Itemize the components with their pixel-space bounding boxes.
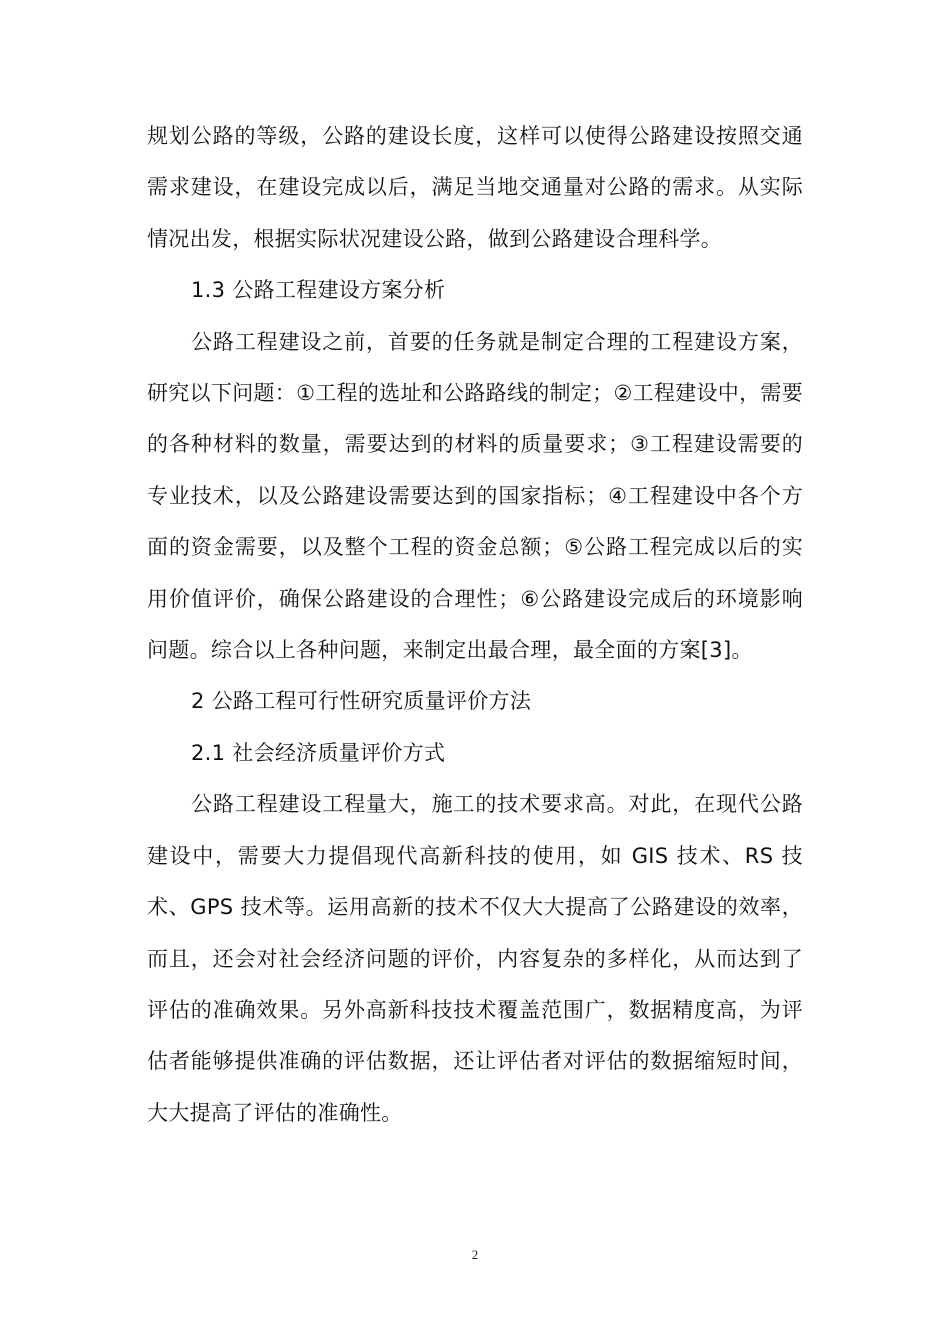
- body-paragraph-construction-plan: 公路工程建设之前，首要的任务就是制定合理的工程建设方案，研究以下问题：①工程的选址和公路路线的制定；②工程建设中，需要的各种材料的数量，需要达到的材料的质量要求；③工程建设需要的专业技术，以及公路建设需要达到的国家指标；④工程建设中各个方面的资金需要，以及整个工程的资金总额；⑤公路工程完成以后的实用价值评价，确保公路建设的合理性；⑥公路建设完成后的环境影响问题。综合以上各种问题，来制定出最合理，最全面的方案[3]。: [147, 329, 803, 663]
- body-paragraph-planning: 规划公路的等级，公路的建设长度，这样可以使得公路建设按照交通需求建设，在建设完成以后，满足当地交通量对公路的需求。从实际情况出发，根据实际状况建设公路，做到公路建设合理科学。: [147, 124, 803, 251]
- body-paragraph-technology: 公路工程建设工程量大，施工的技术要求高。对此，在现代公路建设中，需要大力提倡现代高新科技的使用，如 GIS 技术、RS 技术、GPS 技术等。运用高新的技术不仅大大提高了公路建设的效率，而且，还会对社会经济问题的评价，内容复杂的多样化，从而达到了评估的准确效果。另外高新科技技术覆盖范围广，数据精度高，为评估者能够提供准确的评估数据，还让评估者对评估的数据缩短时间，大大提高了评估的准确性。: [147, 792, 803, 1125]
- section-heading-2-1: 2.1 社会经济质量评价方式: [191, 740, 446, 765]
- section-heading-2: 2 公路工程可行性研究质量评价方法: [191, 689, 532, 714]
- page-body: [147, 111, 803, 1139]
- section-heading-1-3: 1.3 公路工程建设方案分析: [191, 278, 446, 303]
- page-number: 2: [471, 1247, 479, 1262]
